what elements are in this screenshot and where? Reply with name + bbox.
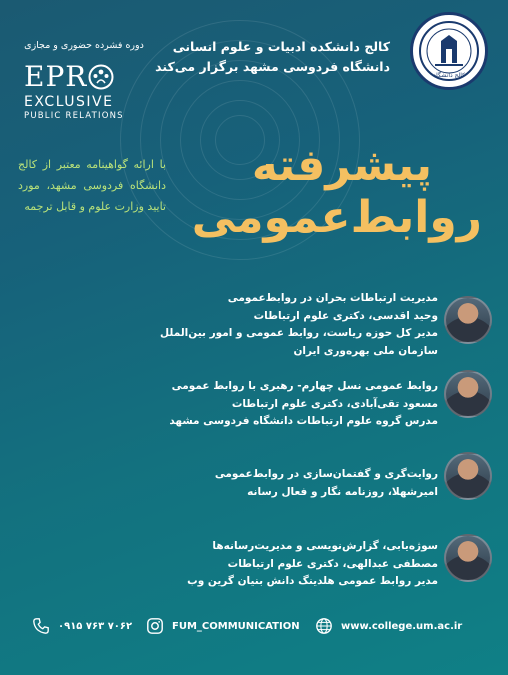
speaker-photo-4 [444, 534, 492, 582]
website-url: www.college.um.ac.ir [341, 620, 463, 632]
speaker-4-role: مدیر روابط عمومی هلدینگ دانش بنیان گرین وب [187, 575, 438, 587]
epr-logo [24, 62, 142, 121]
speaker-photo-2 [444, 370, 492, 418]
speaker-1-org: سازمان ملی بهره‌وری ایران [293, 344, 438, 357]
phone-number: ۰۹۱۵ ۷۶۳ ۷۰۶۲ [58, 620, 133, 632]
speaker-photo-3 [444, 452, 492, 500]
speaker-4-name: مصطفی عبدالهی، دکتری علوم ارتباطات [227, 557, 438, 570]
headline-line1: پیشرفته [251, 140, 432, 191]
speaker-block-4 [108, 538, 438, 591]
speaker-photo-1 [444, 296, 492, 344]
people-circle-icon [88, 64, 114, 90]
epr-logo-main [24, 62, 142, 92]
globe-icon [315, 617, 333, 635]
speaker-3-topic: روایت‌گری و گفتمان‌سازی در روابط‌عمومی [214, 468, 438, 480]
speaker-4-topic: سوژه‌یابی، گزارش‌نویسی و مدیریت‌رسانه‌ها [212, 540, 438, 552]
phone-contact[interactable] [32, 617, 132, 635]
certificate-note: با ارائه گواهینامه معتبر از کالج دانشگاه فردوسی مشهد، مورد تایید وزارت علوم و قابل ترجمه [18, 158, 166, 213]
phone-icon [32, 617, 50, 635]
website-contact[interactable] [315, 617, 462, 635]
speaker-block-2 [108, 378, 438, 431]
speaker-1-topic: مدیریت ارتباطات بحران در روابط‌عمومی [227, 292, 438, 304]
instagram-contact[interactable] [146, 617, 300, 635]
college-title-line2: دانشگاه فردوسی مشهد برگزار می‌کند [155, 59, 390, 74]
footer [0, 617, 508, 645]
instagram-handle: FUM_COMMUNICATION [172, 620, 300, 632]
speaker-1-name: وحید اقدسی، دکتری علوم ارتباطات [253, 309, 438, 322]
speaker-1-role: مدیر کل حوزه ریاست، روابط عمومی و امور بین‌الملل [160, 327, 438, 339]
college-title-line1: کالج دانشکده ادبیات و علوم انسانی [172, 39, 390, 54]
college-title [130, 37, 390, 77]
speaker-block-3 [108, 466, 438, 501]
speaker-2-role: مدرس گروه علوم ارتباطات دانشگاه فردوسی مشهد [169, 415, 438, 427]
speaker-2-name: مسعود تقی‌آبادی، دکتری علوم ارتباطات [231, 397, 438, 410]
speaker-3-name: امیرشهلا، روزنامه نگار و فعال رسانه [247, 485, 438, 498]
headline-line2: روابط‌عمومی [191, 192, 482, 243]
epr-exclusive-text: EXCLUSIVE [24, 94, 114, 110]
speaker-2-topic: روابط عمومی نسل چهارم- رهبری با روابط عمومی [171, 380, 438, 392]
seal-caption: کالج دانشگاه [433, 72, 465, 79]
epr-logo-text: EPR [24, 60, 88, 93]
epr-subtitle: PUBLIC RELATIONS [24, 111, 124, 121]
instagram-icon [146, 617, 164, 635]
university-seal-logo [410, 12, 488, 90]
course-type: دوره فشرده حضوری و مجازی [24, 40, 144, 51]
speaker-block-1 [108, 290, 438, 360]
